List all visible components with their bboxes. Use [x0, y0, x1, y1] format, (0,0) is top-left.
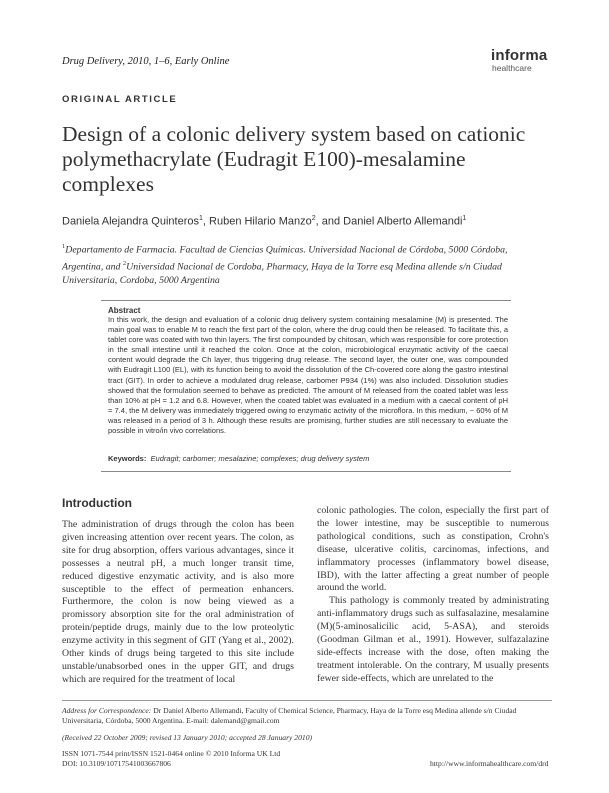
- journal-citation: [62, 56, 229, 67]
- author-name: Daniela Alejandra Quinteros: [62, 215, 199, 228]
- author-name: Daniel Alberto Allemandi: [343, 215, 463, 228]
- abstract-heading: Abstract: [108, 306, 141, 315]
- abstract-text: In this work, the design and evaluation of a colonic drug delivery system containing mesalamine (M) is presented. The main goal was to enable M to reach the first part of the colon, where the drug could then be released. To facilitate this, a tablet core was coated with two thin layers. The first compounded by chitosan, which was responsible for core protection in the small intestine until it reached the colon. Once at the colon, microbiological enzymatic activity of the caecal content would degrade the Ch layer, thus triggering drug release. The second layer, the outer one, was compounded with Eudragit L100 (EL), with its function being to avoid the dissolution of the Ch-covered core along the gastro intestinal tract (GIT). In order to achieve a modulated drug release, carbomer P934 (1%) was also included. Dissolution studies showed that the formulation seemed to behave as predicted. The amount of M released from the coated tablet was less than 10% at pH = 1.2 and 6.8. However, when the coated tablet was evaluated in a medium with a caecal content of pH = 7.4, the M delivery was immediately triggered owing to enzymatic activity of the microflora. In this medium, ~ 60% of M was released in a period of 3 h. Although these results are promising, further studies are still necessary to evaluate the possible in vitro/in vivo correlations.: [108, 315, 508, 436]
- author-separator: ,: [202, 215, 210, 228]
- affil-sup: 2: [122, 259, 127, 267]
- doi-line: DOI: 10.3109/10717541003667806: [62, 759, 171, 768]
- affil-text: Departamento de Farmacia. Facultad de Ciencias Químicas. Universidad Nacional de Córdoba, 5000 Córdoba, Argentina, and: [62, 244, 508, 273]
- body-column-left: [62, 519, 294, 687]
- publisher-sub: healthcare: [492, 63, 532, 73]
- issn-line: ISSN 1071-7544 print/ISSN 1521-0464 online © 2010 Informa UK Ltd: [62, 749, 281, 758]
- author-separator: , and: [315, 215, 344, 228]
- body-column-right: [317, 505, 549, 686]
- keywords: [108, 454, 508, 463]
- received-dates: (Received 22 October 2009; revised 13 January 2010; accepted 28 January 2010): [62, 733, 313, 742]
- body-paragraph: This pathology is commonly treated by administrating anti-inflammatory drugs such as sulfasalazine, mesalamine (M)(5-aminosalicilic acid, 5-ASA), and steroids (Goodman Gilman et al., 1991). However, sulfazalazine side-effects increase with the dose, often making the treatment intolerable. On the contrary, M usually presents fewer side-effects, which are unrelated to the: [317, 595, 549, 684]
- keywords-label: Keywords:: [108, 454, 147, 463]
- body-paragraph: The administration of drugs through the colon has been given increasing attention over recent years. The colon, as site for drug absorption, offers various advantages, since it possesses a neutral pH, a much longer transit time, reduced digestive enzymatic activity, and is also more susceptible to the effect of permeation enhancers. Furthermore, the colon is now being viewed as a promissory absorption site for the oral administration of protein/peptide drugs, mainly due to the low proteolytic enzyme activity in this segment of GIT (Yang et al., 2002). Other kinds of drugs being targeted to this site include unstable/unabsorbed ones in the upper GIT, and drugs which are required for the treatment of local: [62, 519, 294, 685]
- author-name: Ruben Hilario Manzo: [209, 215, 312, 228]
- journal-name: Drug Delivery: [62, 56, 123, 67]
- introduction-heading: Introduction: [62, 496, 132, 510]
- body-paragraph: colonic pathologies. The colon, especially the first part of the lower intestine, may be susceptible to numerous pathological conditions, such as constipation, Crohn's disease, ulcerative colitis, carcinomas, infections, and inflammatory processes (inflammatory bowel disease, IBD), with the latter affecting a great number of people around the world.: [317, 505, 549, 594]
- footer-divider: [62, 700, 552, 701]
- journal-url-link[interactable]: http://www.informahealthcare.com/drd: [430, 759, 549, 768]
- correspondence-label: Address for Correspondence:: [62, 706, 152, 715]
- affil-text: Universidad Nacional de Cordoba, Pharmacy, Haya de la Torre esq Medina allende s/n Ciudad Universitaria, Cordoba, 5000 Argentina: [62, 261, 502, 286]
- publisher-logo: [491, 48, 547, 73]
- journal-issue: , 2010, 1–6, Early Online: [122, 56, 230, 67]
- publisher-brand: informa: [491, 47, 548, 64]
- paper-title: Design of a colonic delivery system based on cationic polymethacrylate (Eudragit E100)-mesalamine complexes: [62, 122, 526, 196]
- section-label: ORIGINAL ARTICLE: [62, 94, 178, 105]
- correspondence-text: Dr Daniel Alberto Allemandi, Faculty of Chemical Science, Pharmacy, Haya de la Torre esq Medina allende s/n Ciudad Universitaria, Córdoba, 5000 Argentina. E-mail: dalemand@gmail.com: [62, 706, 517, 725]
- author-list: [62, 215, 552, 228]
- author-affil-sup: 1: [198, 215, 203, 222]
- keywords-list: Eudragit; carbomer; mesalazine; complexes; drug delivery system: [150, 454, 370, 463]
- affiliations: [62, 240, 550, 287]
- correspondence-note: [62, 706, 552, 726]
- affil-sup: 1: [62, 243, 66, 250]
- author-affil-sup: 2: [311, 215, 316, 222]
- issn-block: [62, 749, 280, 769]
- author-affil-sup: 1: [462, 215, 467, 222]
